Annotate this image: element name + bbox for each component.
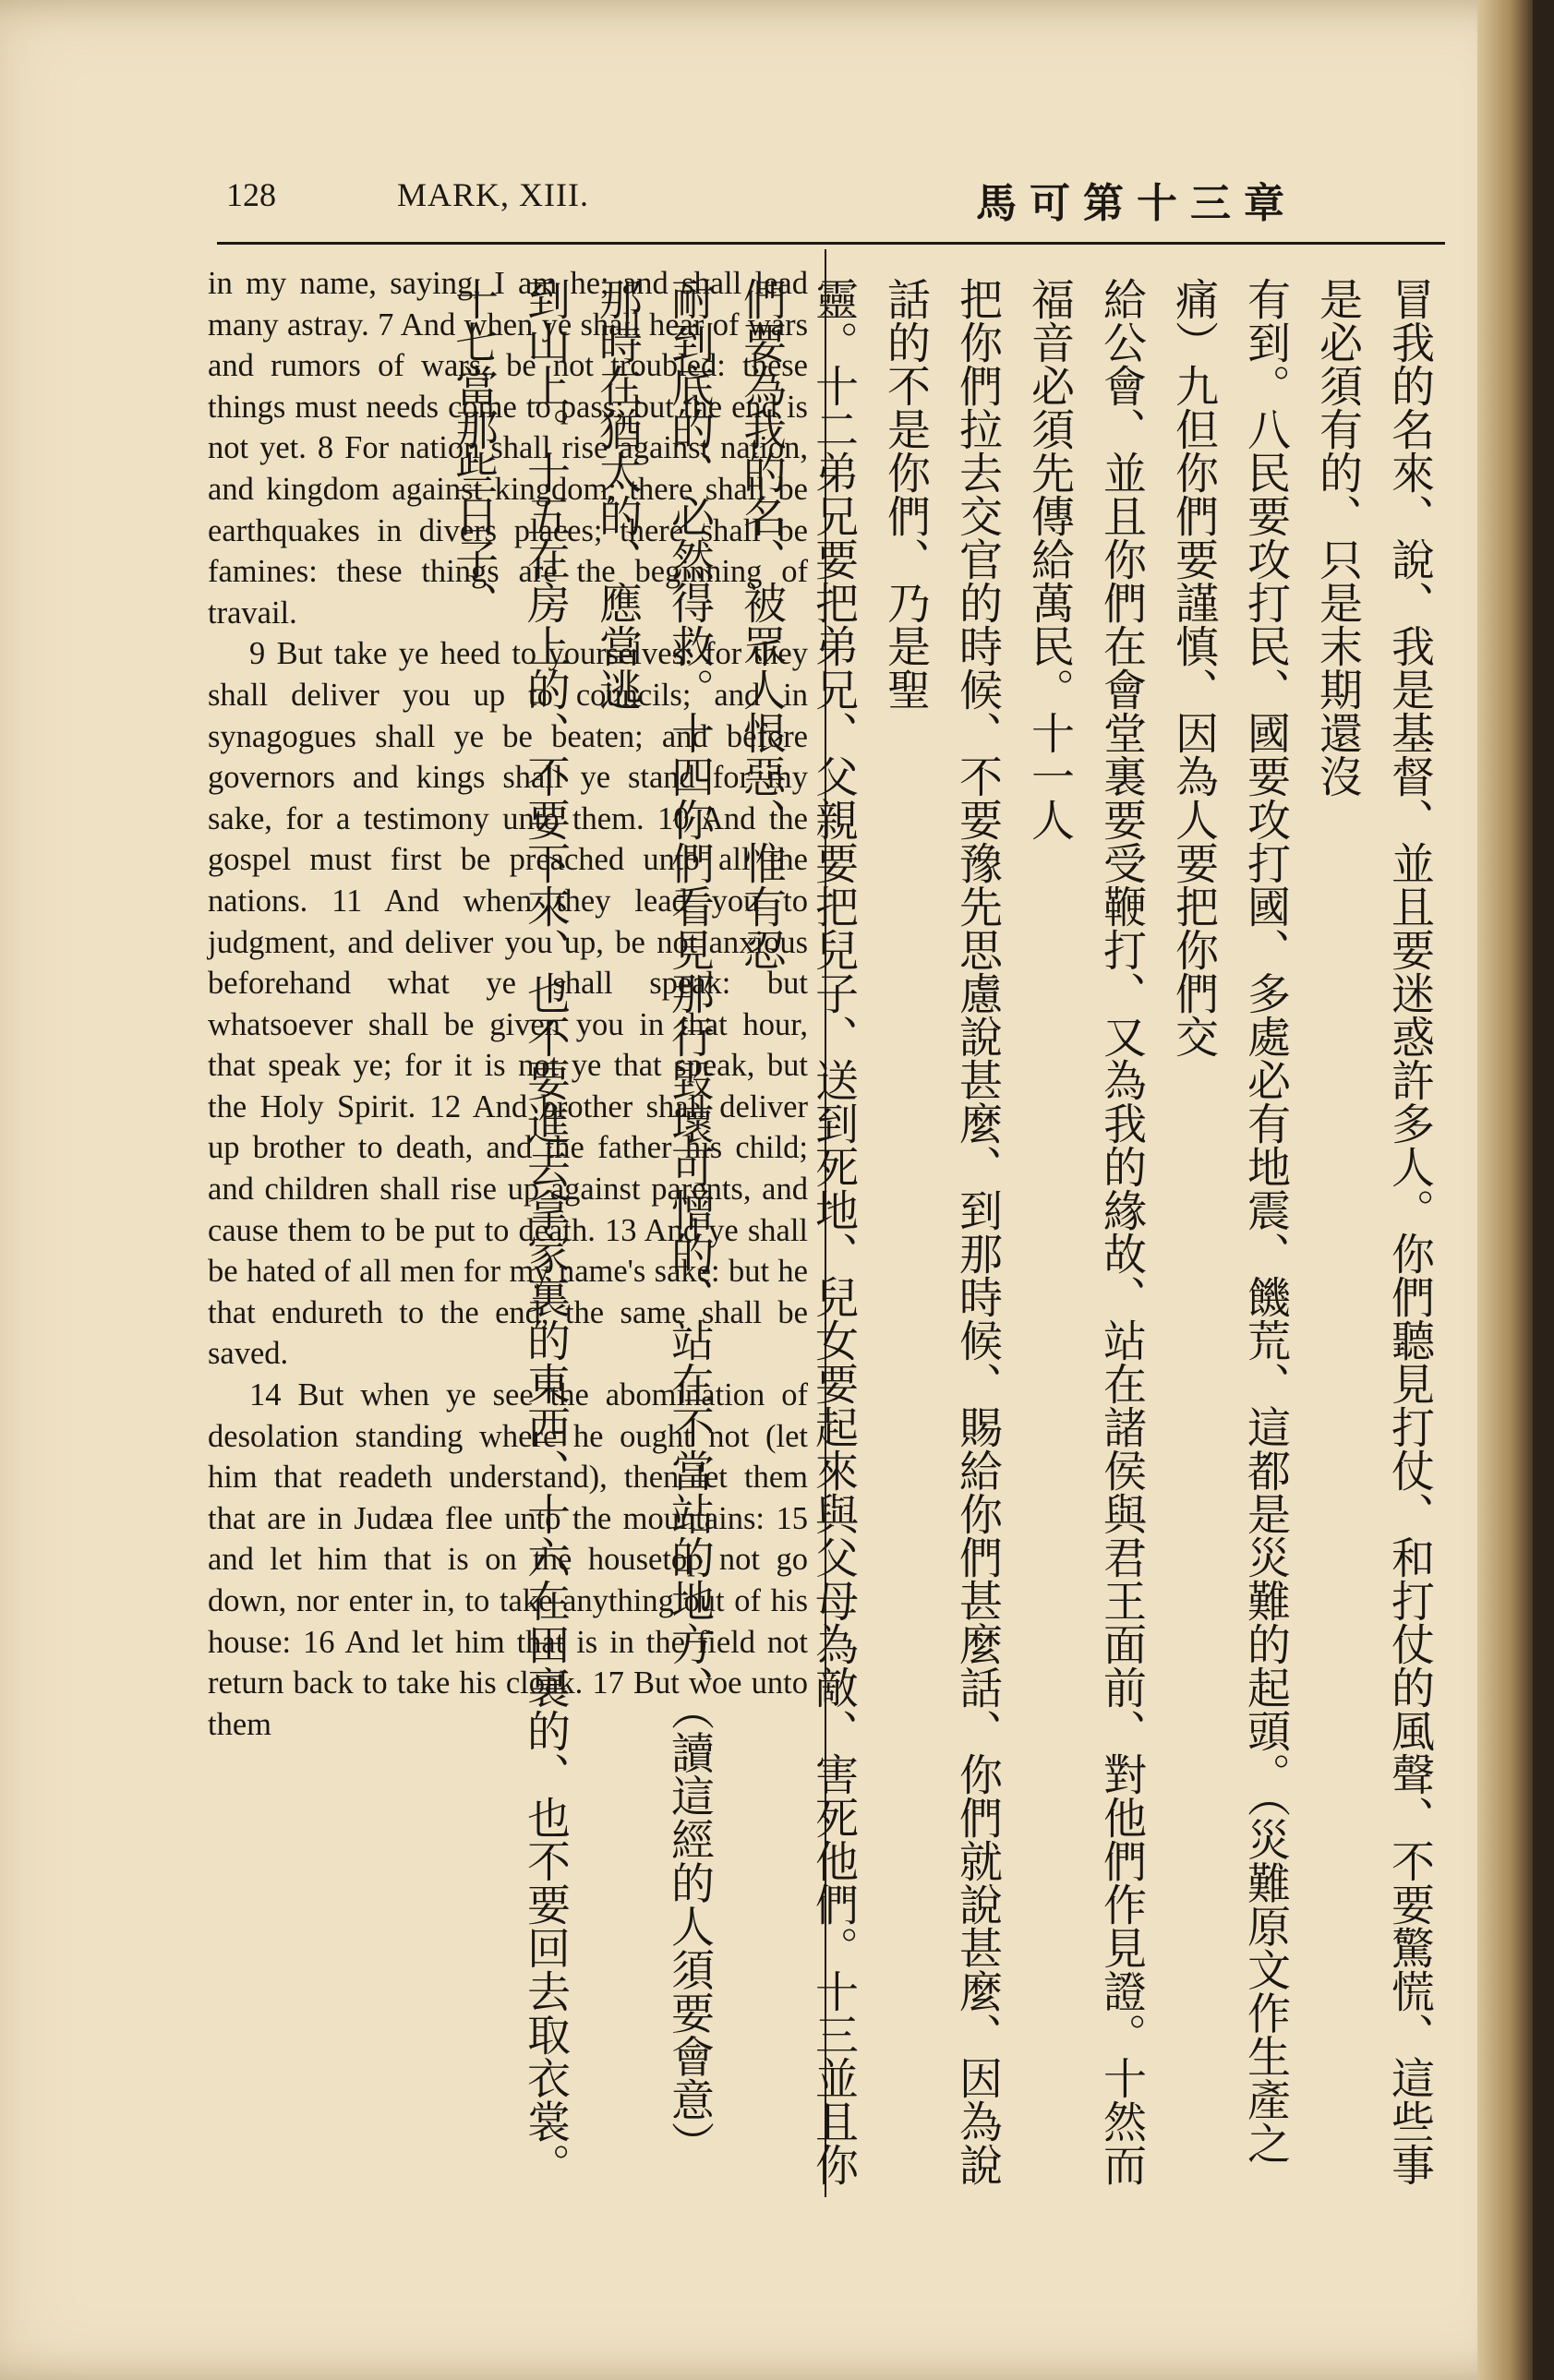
running-title: MARK, XIII. — [397, 176, 589, 213]
book-spine — [1477, 0, 1533, 2380]
chinese-line: 給公會、並且你們在會堂裏要受鞭打、又為我的緣故、站在諸侯與君王面前、對他們作見證。十然而福音必須先傳給萬民。十一人 — [1024, 277, 1147, 2186]
chinese-line: 耐到底的、必然得救。十四你們看見那行毀壞可憎的、站在不當站的地方、（讀這經的人須要會意）那時在猶太的、應當逃 — [592, 277, 715, 2165]
chinese-line: 有到。八民要攻打民、國要攻打國、多處必有地震、饑荒、這都是災難的起頭。（災難原文作生產之痛）九但你們要謹慎、因為人要把你們交 — [1168, 277, 1291, 2165]
english-paragraph: 14 But when ye see the abomination of desolation standing where he ought not (let him that readeth understand), then let them that are in Judæa flee unto the mountains: 15 and let him that is on the housetop not go down, nor enter in, to take anything out of his house: 16 And let him that is in the field not return back to take his cloak. 17 But woe unto them — [208, 1377, 808, 1742]
english-paragraph: 9 But take ye heed to yourselves: for they shall deliver you up to councils; and in synagogues shall ye be beaten; and before governors and kings shall ye stand for my sake, for a testimony unto them. 10 And the gospel must first be preached unto all the nations. 11 And when they lead you to judgment, and deliver you up, be not anxious beforehand what ye shall speak: but whatsoever shall be given you in that hour, that speak ye; for it is not ye that speak, but the Holy Spirit. 12 And brother shall deliver up brother to death, and the father his child; and children shall rise up against parents, and cause them to be put to death. 13 And ye shall be hated of all men for my name's sake: but he that endureth to the end, the same shall be saved. — [208, 636, 808, 1372]
chinese-running-title: 馬可第十三章 — [976, 180, 1297, 227]
chinese-line: 靈。十二弟兄要把弟兄、父親要把兒子、送到死地、兒女要起來與父母為敵、害死他們。十三並且你們要為我的名、被眾人恨惡、惟有忍 — [736, 277, 859, 2186]
page-number: 128 — [226, 176, 276, 213]
english-paragraph: in my name, saying, I am he; and shall lead many astray. 7 And when ye shall hear of wars and rumors of wars, be not troubled: these things must needs come to pass; but the end is not yet. 8 For nation shall rise against nation, and kingdom against kingdom; there shall be earthquakes in divers places; there shall be famines: these things are the beginning of travail. — [208, 266, 808, 631]
header-rule — [217, 242, 1445, 245]
chinese-line: 到山上。十五在房上的、不要下來、也不要進去拿家裏的東西、十六在田裏的、也不要回去取衣裳。十七當那些日子、 — [448, 277, 571, 2186]
chinese-line: 冒我的名來、說、我是基督、並且要迷惑許多人。你們聽見打仗、和打仗的風聲、不要驚慌、這些事是必須有的、只是末期還沒 — [1312, 277, 1435, 2186]
page-header — [217, 166, 1445, 240]
chinese-line: 把你們拉去交官的時候、不要豫先思慮說甚麼、到那時候、賜給你們甚麼話、你們就說甚麼、因為說話的不是你們、乃是聖 — [880, 277, 1003, 2186]
